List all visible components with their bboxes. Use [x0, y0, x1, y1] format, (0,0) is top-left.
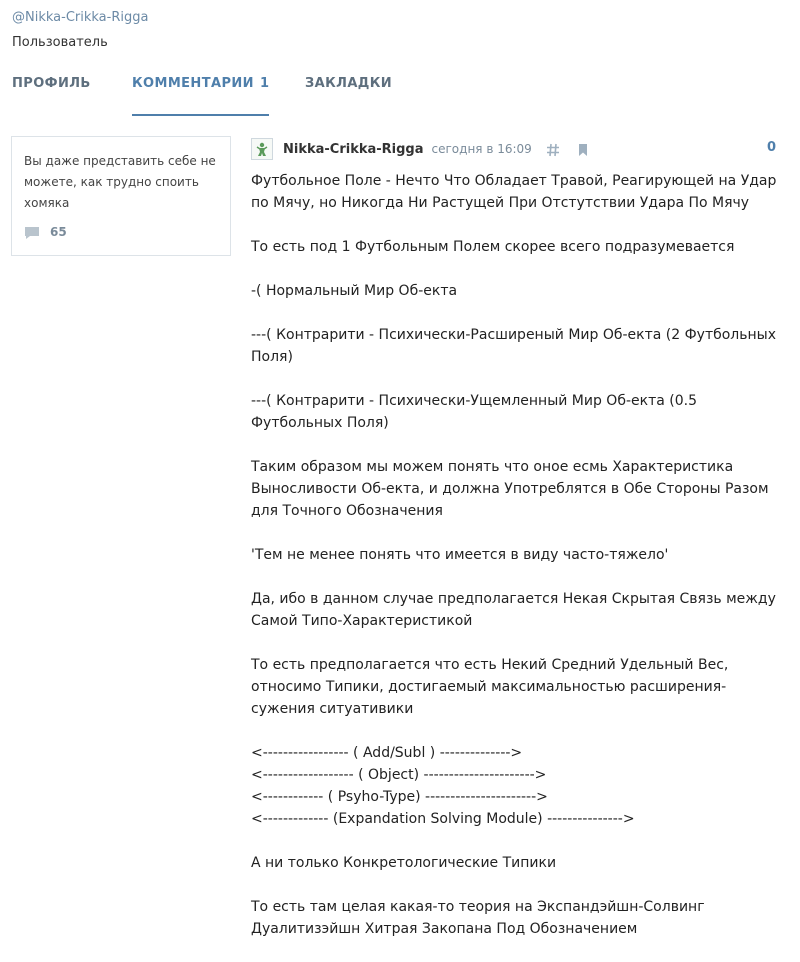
comment-paragraph: То есть под 1 Футбольным Полем скорее всего подразумевается	[251, 239, 735, 255]
comment-header	[251, 136, 781, 162]
profile-role: Пользователь	[12, 35, 108, 50]
post-card-meta	[24, 225, 67, 239]
tab-comments[interactable]	[132, 76, 269, 116]
hash-icon[interactable]	[546, 142, 560, 156]
comment	[251, 136, 781, 937]
arrow-line: <------------------ ( Object) ---------------------->	[251, 767, 547, 783]
comment-paragraph: То есть там целая какая-то теория на Экспандэйшн-Солвинг Дуалитизэйшн Хитрая Закопана Под Обозначением	[251, 899, 705, 937]
comment-paragraph: Таким образом мы можем понять что оное есмь Характеристика Выносливости Об-екта, и должна Употреблятся в Обе Стороны Разом для Точного Обозначения	[251, 459, 769, 519]
arrow-line: <------------- (Expandation Solving Module) --------------->	[251, 811, 635, 827]
comment-paragraph: 'Тем не менее понять что имеется в виду часто-тяжело'	[251, 547, 669, 563]
arrow-line: <------------ ( Psyho-Type) ---------------------->	[251, 789, 548, 805]
comment-author[interactable]: Nikka-Crikka-Rigga	[283, 141, 424, 157]
post-card-comment-count[interactable]: 65	[50, 225, 67, 239]
comment-score: 0	[766, 140, 776, 155]
sidebar-post-card[interactable]	[11, 136, 231, 256]
comment-paragraph: -( Нормальный Мир Об-екта	[251, 283, 458, 299]
bookmark-icon[interactable]	[578, 142, 588, 156]
comment-time[interactable]: сегодня в 16:09	[431, 142, 532, 156]
comment-paragraph: То есть предполагается что есть Некий Средний Удельный Вес, относимо Типики, достигаемый максимальностью расширения-сужения ситуативики	[251, 657, 729, 717]
tab-profile-label: ПРОФИЛЬ	[12, 76, 91, 91]
comment-body	[251, 170, 781, 962]
arrow-line: <----------------- ( Add/Subl ) -------------->	[251, 745, 523, 761]
profile-handle[interactable]: @Nikka-Crikka-Rigga	[12, 10, 149, 25]
tab-bookmarks-label: ЗАКЛАДКИ	[305, 76, 393, 91]
tab-profile[interactable]	[12, 76, 91, 116]
avatar-icon[interactable]	[251, 138, 273, 160]
post-card-text[interactable]: Вы даже представить себе не можете, как трудно споить хомяка	[24, 154, 216, 210]
comment-paragraph: Да, ибо в данном случае предполагается Некая Скрытая Связь между Самой Типо-Характеристикой	[251, 591, 776, 629]
comment-paragraph: Футбольное Поле - Нечто Что Обладает Травой, Реагирующей на Удар по Мячу, но Никогда Ни Растущей При Отстутствии Удара По Мячу	[251, 173, 777, 211]
comment-arrow-block	[251, 742, 781, 830]
comment-bubble-icon	[24, 225, 40, 239]
tab-comments-count: 1	[259, 76, 270, 91]
comment-paragraph: ---( Контрарити - Психически-Расширеный Мир Об-екта (2 Футбольных Поля)	[251, 327, 776, 365]
tab-comments-label: КОММЕНТАРИИ	[132, 76, 254, 91]
comment-paragraph: А ни только Конкретологические Типики	[251, 855, 557, 871]
tab-bookmarks[interactable]	[305, 76, 392, 116]
comment-paragraph: ---( Контрарити - Психически-Ущемленный Мир Об-екта (0.5 Футбольных Поля)	[251, 393, 697, 431]
